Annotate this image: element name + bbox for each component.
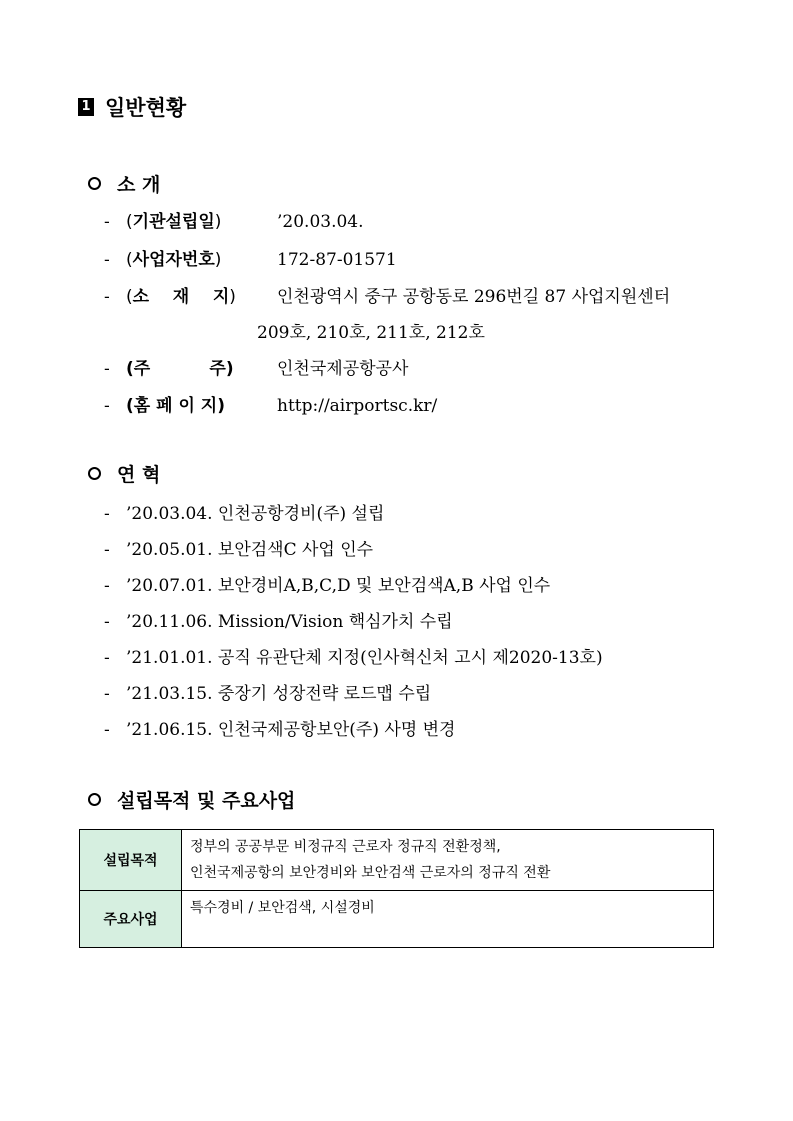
intro-value: http://airportsc.kr/ (277, 396, 438, 416)
table-cell-line: 인천국제공항의 보안경비와 보안검색 근로자의 정규직 전환 (190, 865, 551, 881)
history-heading (88, 460, 160, 487)
table-cell (182, 891, 714, 948)
intro-label: (소 재 지) (126, 287, 236, 307)
intro-row-address (104, 282, 670, 307)
history-item: - ’21.06.15. 인천국제공항보안(주) 사명 변경 (104, 720, 456, 740)
intro-value: 인천광역시 중구 공항동로 296번길 87 사업지원센터 (277, 287, 671, 307)
intro-value: 인천국제공항공사 (277, 359, 409, 379)
table-row (80, 891, 714, 948)
intro-row-homepage (104, 391, 437, 416)
dash-bullet: - (104, 396, 110, 416)
intro-label: (기관설립일) (126, 212, 222, 232)
section-heading (78, 92, 186, 122)
table-row (80, 830, 714, 891)
section-title: 일반현황 (105, 96, 187, 120)
table-header-cell: 주요사업 (80, 891, 182, 948)
intro-row-address-cont (257, 318, 485, 343)
intro-title: 소 개 (117, 174, 161, 196)
history-item: - ’21.01.01. 공직 유관단체 지정(인사혁신처 고시 제2020-13호) (104, 648, 603, 668)
intro-row-biznum (104, 245, 397, 270)
intro-label: (주 주) (126, 359, 234, 379)
circle-bullet-icon (88, 177, 101, 190)
history-item: - ’21.03.15. 중장기 성장전략 로드맵 수립 (104, 684, 432, 704)
history-title: 연 혁 (117, 464, 161, 486)
intro-value: ’20.03.04. (277, 212, 364, 232)
history-item: - ’20.11.06. Mission/Vision 핵심가치 수립 (104, 612, 453, 632)
intro-row-owner (104, 354, 408, 379)
intro-heading (88, 170, 160, 197)
intro-label: (홈 페 이 지) (126, 396, 226, 416)
dash-bullet: - (104, 212, 110, 232)
section-number-badge: 1 (78, 98, 94, 116)
dash-bullet: - (104, 359, 110, 379)
circle-bullet-icon (88, 793, 101, 806)
history-item: - ’20.05.01. 보안검색C 사업 인수 (104, 540, 374, 560)
history-item: - ’20.03.04. 인천공항경비(주) 설립 (104, 504, 385, 524)
circle-bullet-icon (88, 467, 101, 480)
purpose-table (79, 829, 714, 948)
table-cell-line: 정부의 공공부문 비정규직 근로자 정규직 전환정책, (190, 839, 501, 855)
table-header-cell: 설립목적 (80, 830, 182, 891)
intro-row-founded (104, 207, 364, 232)
history-item: - ’20.07.01. 보안경비A,B,C,D 및 보안검색A,B 사업 인수 (104, 576, 551, 596)
dash-bullet: - (104, 250, 110, 270)
intro-value-cont: 209호, 210호, 211호, 212호 (257, 323, 485, 343)
intro-label: (사업자번호) (126, 250, 222, 270)
table-cell (182, 830, 714, 891)
dash-bullet: - (104, 287, 110, 307)
purpose-heading (88, 786, 295, 813)
purpose-title: 설립목적 및 주요사업 (117, 790, 296, 812)
table-cell-line: 특수경비 / 보안검색, 시설경비 (190, 900, 375, 916)
intro-value: 172-87-01571 (277, 250, 397, 270)
